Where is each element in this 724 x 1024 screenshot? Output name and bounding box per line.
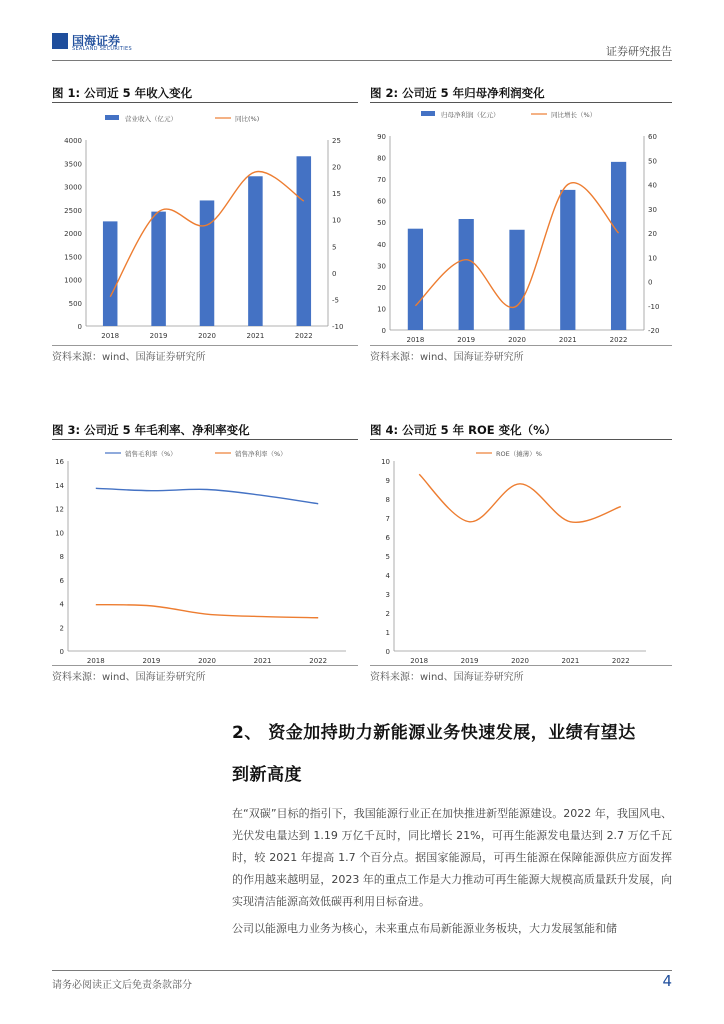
- y-tick-label: 20: [377, 283, 386, 292]
- y2-tick-label: -5: [332, 296, 339, 305]
- y2-tick-label: 60: [648, 133, 657, 141]
- y-tick-label: 5: [385, 553, 390, 561]
- series-line-0: [419, 474, 621, 522]
- y-tick-label: 12: [55, 505, 64, 514]
- x-tick-label: 2018: [410, 657, 429, 665]
- y2-tick-label: 0: [332, 269, 337, 278]
- y2-tick-label: 10: [648, 254, 657, 263]
- y2-tick-label: 5: [332, 243, 337, 252]
- x-tick-label: 2019: [460, 657, 479, 665]
- y2-tick-label: 15: [332, 190, 341, 199]
- legend-label-1: 同比(%): [235, 115, 260, 123]
- footer-divider: [52, 970, 672, 971]
- y-tick-label: 30: [377, 262, 386, 271]
- figure-3-source-rule: [52, 665, 358, 666]
- figure-2-source-rule: [370, 345, 672, 346]
- y-tick-label: 3500: [64, 160, 82, 169]
- logo-text: 国海证券: [72, 34, 121, 48]
- figure-1-source: 资料来源：wind、国海证券研究所: [52, 352, 206, 363]
- section-title-line1: 2、 资金加持助力新能源业务快速发展，业绩有望达: [232, 723, 636, 743]
- y-tick-label: 9: [385, 477, 390, 485]
- x-tick-label: 2019: [142, 657, 161, 665]
- page-number: 4: [662, 972, 672, 990]
- legend-swatch-0: [421, 111, 435, 116]
- figure-2-title: 图 2: 公司近 5 年归母净利润变化: [370, 86, 545, 100]
- x-tick-label: 2020: [508, 336, 526, 344]
- chart-4: [370, 441, 672, 665]
- figure-4-source-rule: [370, 665, 672, 666]
- x-tick-label: 2020: [511, 657, 529, 665]
- series-line-0: [96, 488, 318, 503]
- y2-tick-label: -10: [648, 302, 660, 311]
- y-tick-label: 90: [377, 133, 386, 141]
- figure-2-source: 资料来源：wind、国海证券研究所: [370, 352, 524, 363]
- report-type: 证券研究报告: [606, 45, 672, 58]
- section-title-line2: 到新高度: [232, 765, 302, 785]
- body-paragraph-2: 公司以能源电力业务为核心，未来重点布局新能源业务板块，大力发展氢能和储: [232, 922, 617, 935]
- bar-2020: [200, 200, 215, 326]
- figure-4-title: 图 4: 公司近 5 年 ROE 变化（%）: [370, 423, 557, 437]
- legend-swatch-0: [105, 115, 119, 120]
- y-tick-label: 3000: [64, 183, 82, 192]
- y2-tick-label: 0: [648, 278, 653, 287]
- figure-1-source-rule: [52, 345, 358, 346]
- y-tick-label: 2: [59, 624, 64, 633]
- logo-icon: [52, 33, 68, 49]
- x-tick-label: 2018: [406, 336, 425, 344]
- bar-2019: [151, 212, 166, 326]
- y-tick-label: 500: [68, 299, 82, 308]
- y-tick-label: 3: [385, 591, 390, 599]
- y-tick-label: 1: [385, 629, 390, 637]
- y-tick-label: 10: [55, 529, 64, 538]
- bar-2020: [509, 230, 524, 330]
- x-tick-label: 2021: [561, 657, 580, 665]
- y-tick-label: 0: [381, 327, 386, 335]
- x-tick-label: 2019: [149, 332, 168, 340]
- y-tick-label: 4: [59, 600, 64, 609]
- y-tick-label: 2500: [64, 206, 82, 215]
- y2-tick-label: 25: [332, 137, 341, 145]
- x-tick-label: 2022: [309, 657, 328, 665]
- x-tick-label: 2020: [198, 657, 216, 665]
- y-tick-label: 40: [377, 240, 386, 249]
- y-tick-label: 50: [377, 219, 386, 228]
- y2-tick-label: 40: [648, 181, 657, 190]
- y-tick-label: 0: [385, 648, 390, 656]
- y-tick-label: 8: [385, 496, 390, 504]
- chart-2: [370, 104, 672, 344]
- y-tick-label: 0: [59, 648, 64, 656]
- bar-2021: [248, 176, 263, 326]
- legend-label-1: 同比增长（%）: [551, 111, 597, 119]
- figure-1-rule: [52, 102, 358, 103]
- legend-label-0: 营业收入（亿元）: [125, 115, 177, 123]
- y2-tick-label: -20: [648, 327, 660, 335]
- y-tick-label: 10: [377, 305, 386, 314]
- x-tick-label: 2018: [86, 657, 105, 665]
- legend-label-1: 销售净利率（%）: [235, 450, 287, 458]
- y-tick-label: 2000: [64, 230, 82, 238]
- y-tick-label: 0: [77, 323, 82, 331]
- y-tick-label: 4000: [64, 137, 82, 145]
- series-line-1: [96, 605, 318, 618]
- bar-2019: [459, 219, 474, 330]
- header-divider: [52, 60, 672, 61]
- figure-3-title: 图 3: 公司近 5 年毛利率、净利率变化: [52, 423, 250, 437]
- legend-label-0: ROE（摊薄）%: [496, 450, 542, 458]
- y-tick-label: 60: [377, 197, 386, 206]
- y2-tick-label: 50: [648, 157, 657, 166]
- legend-label-0: 归母净利润（亿元）: [441, 111, 500, 119]
- body-paragraph-1: 在“双碳”目标的指引下，我国能源行业正在加快推进新型能源建设。2022 年，我国风电、光伏发电量达到 1.19 万亿千瓦时，同比增长 21%，可再生能源发电量达到 2.7 万亿千瓦时，较 2021 年提高 1.7 个百分点。据国家能源局，可再生能源在保障能源供应方面发挥的作用越来越明显，2023 年的重点工作是大力推动可再生能源大规模高质量跃升发展，向实现清洁能源高效低碳再利用目标奋进。: [232, 807, 672, 908]
- y2-tick-label: 20: [648, 230, 657, 238]
- y-tick-label: 6: [385, 534, 390, 542]
- y-tick-label: 7: [385, 515, 390, 523]
- x-tick-label: 2022: [609, 336, 628, 344]
- bar-2022: [611, 162, 626, 330]
- legend-label-0: 销售毛利率（%）: [125, 450, 177, 458]
- x-tick-label: 2021: [558, 336, 577, 344]
- figure-4-source: 资料来源：wind、国海证券研究所: [370, 672, 524, 683]
- logo-subtext: SEALAND SECURITIES: [72, 46, 132, 52]
- y-tick-label: 8: [59, 553, 64, 561]
- x-tick-label: 2021: [246, 332, 265, 340]
- x-tick-label: 2021: [253, 657, 272, 665]
- y-tick-label: 1000: [64, 276, 82, 285]
- y-tick-label: 14: [55, 481, 64, 490]
- x-tick-label: 2022: [611, 657, 630, 665]
- y2-tick-label: 30: [648, 205, 657, 214]
- y2-tick-label: 10: [332, 216, 341, 225]
- figure-2-rule: [370, 102, 672, 103]
- figure-1-title: 图 1: 公司近 5 年收入变化: [52, 86, 193, 100]
- y-tick-label: 4: [385, 572, 390, 580]
- y-tick-label: 2: [385, 610, 390, 618]
- y-tick-label: 80: [377, 154, 386, 163]
- y-tick-label: 1500: [64, 253, 82, 262]
- chart-1: [52, 104, 358, 344]
- x-tick-label: 2019: [457, 336, 476, 344]
- bar-2022: [297, 156, 312, 326]
- x-tick-label: 2020: [198, 332, 216, 340]
- figure-4-rule: [370, 439, 672, 440]
- y-tick-label: 6: [59, 576, 64, 585]
- bar-2021: [560, 190, 575, 330]
- footer-disclaimer: 请务必阅读正文后免责条款部分: [52, 980, 192, 991]
- y-tick-label: 70: [377, 176, 386, 185]
- figure-3-source: 资料来源：wind、国海证券研究所: [52, 672, 206, 683]
- y2-tick-label: 20: [332, 163, 341, 172]
- y2-tick-label: -10: [332, 323, 344, 331]
- y-tick-label: 10: [381, 458, 390, 466]
- chart-3: [52, 441, 358, 665]
- x-tick-label: 2022: [294, 332, 313, 340]
- figure-3-rule: [52, 439, 358, 440]
- bar-2018: [408, 229, 423, 330]
- bar-2018: [103, 221, 118, 326]
- x-tick-label: 2018: [101, 332, 120, 340]
- y-tick-label: 16: [55, 458, 64, 466]
